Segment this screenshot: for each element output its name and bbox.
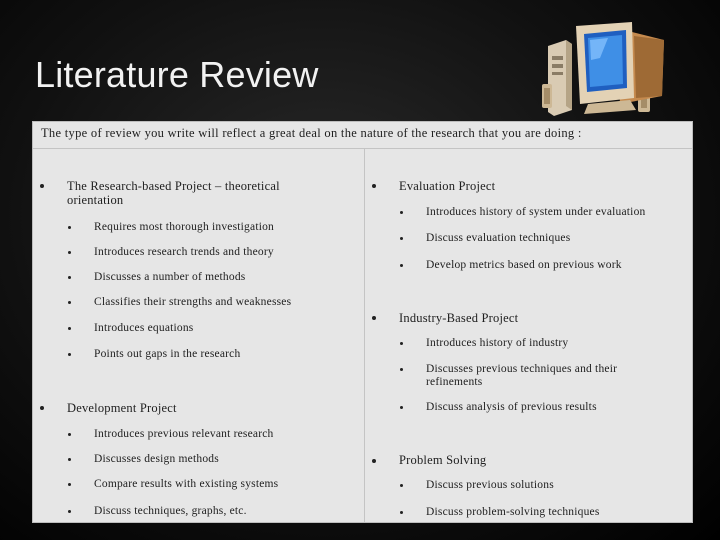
bullet-icon <box>68 251 71 254</box>
list-item: Introduces history of system under evaluation <box>426 206 646 218</box>
content-panel <box>32 121 693 523</box>
section-heading-research-cont: orientation <box>67 193 124 207</box>
section-heading-problem-solving: Problem Solving <box>399 453 487 467</box>
list-item: Classifies their strengths and weaknesses <box>94 296 292 308</box>
bullet-icon <box>40 406 44 410</box>
bullet-icon <box>40 184 44 188</box>
slide-title: Literature Review <box>35 54 319 95</box>
bullet-icon <box>68 483 71 486</box>
bullet-icon <box>400 237 403 240</box>
list-item: Requires most thorough investigation <box>94 221 275 233</box>
list-item: Discuss analysis of previous results <box>426 401 597 413</box>
section-heading-development: Development Project <box>67 401 177 415</box>
bullet-icon <box>68 433 71 436</box>
list-item: Discusses a number of methods <box>94 271 246 283</box>
bullet-icon <box>400 342 403 345</box>
list-item: Compare results with existing systems <box>94 478 279 490</box>
list-item: Points out gaps in the research <box>94 348 241 360</box>
bullet-icon <box>400 264 403 267</box>
section-heading-industry: Industry-Based Project <box>399 311 519 325</box>
list-item: Introduces history of industry <box>426 337 569 349</box>
bullet-icon <box>372 316 376 320</box>
desktop-computer-icon <box>538 18 718 123</box>
bullet-icon <box>68 327 71 330</box>
bullet-icon <box>372 459 376 463</box>
bullet-icon <box>400 511 403 514</box>
bullet-icon <box>68 226 71 229</box>
list-item-cont: refinements <box>426 376 483 388</box>
list-item: Introduces previous relevant research <box>94 428 274 440</box>
list-item: Discusses previous techniques and their <box>426 363 618 375</box>
list-item: Discuss previous solutions <box>426 479 554 491</box>
section-heading-evaluation: Evaluation Project <box>399 179 496 193</box>
bullet-icon <box>372 184 376 188</box>
bullet-icon <box>68 510 71 513</box>
bullet-icon <box>68 301 71 304</box>
list-item: Develop metrics based on previous work <box>426 259 622 271</box>
intro-text: The type of review you write will reflect a great deal on the nature of the research that you are doing : <box>41 126 582 140</box>
section-heading-research: The Research-based Project – theoretical <box>67 179 280 193</box>
list-item: Discusses design methods <box>94 453 219 465</box>
list-item: Discuss evaluation techniques <box>426 232 571 244</box>
bullet-icon <box>68 458 71 461</box>
bullet-icon <box>400 368 403 371</box>
bullet-icon <box>400 211 403 214</box>
list-item: Introduces research trends and theory <box>94 246 274 258</box>
bullet-icon <box>400 484 403 487</box>
list-item: Discuss techniques, graphs, etc. <box>94 505 247 517</box>
column-divider <box>364 148 365 522</box>
bullet-icon <box>400 406 403 409</box>
list-item: Introduces equations <box>94 322 194 334</box>
list-item: Discuss problem-solving techniques <box>426 506 600 518</box>
bullet-icon <box>68 276 71 279</box>
header-divider <box>33 148 692 149</box>
bullet-icon <box>68 353 71 356</box>
